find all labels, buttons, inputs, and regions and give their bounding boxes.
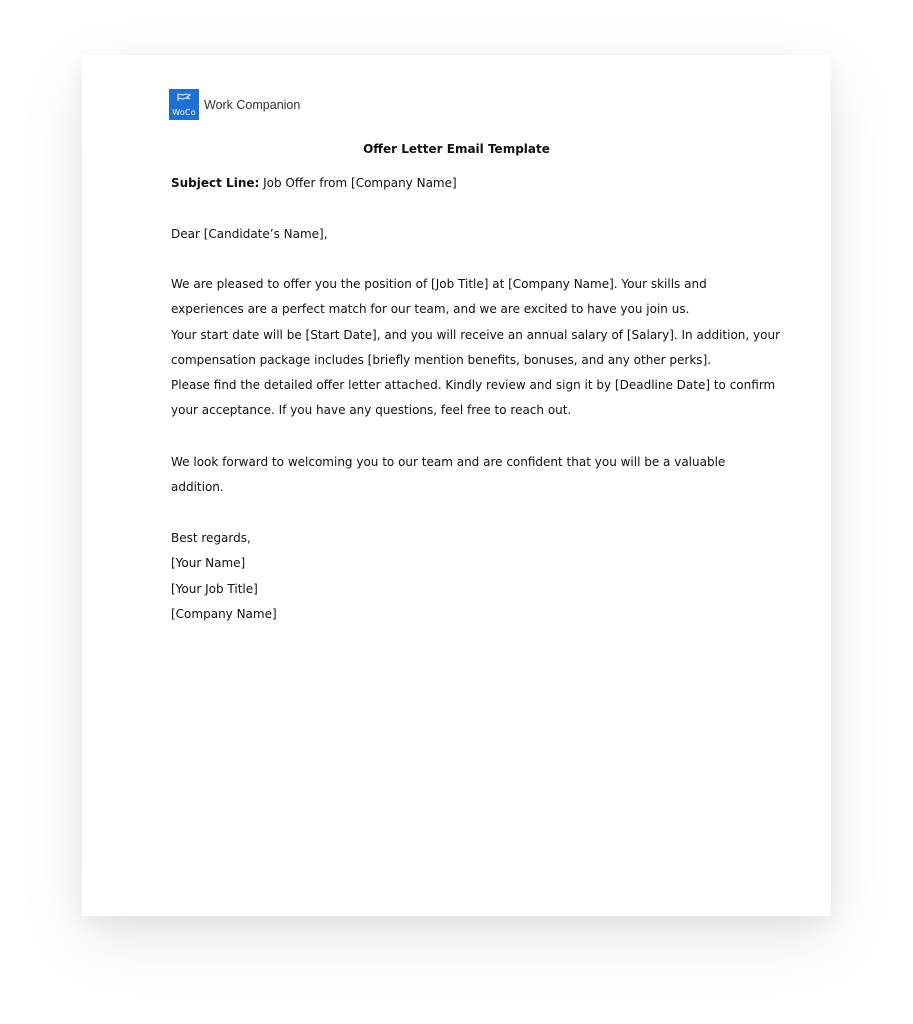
paragraph-main bbox=[171, 272, 780, 424]
subject-label: Subject Line: bbox=[171, 176, 260, 190]
document-page bbox=[82, 55, 831, 916]
signature-block bbox=[171, 526, 771, 627]
paragraph-line: compensation package includes [briefly mention benefits, bonuses, and any other perks]. bbox=[171, 352, 712, 367]
paragraph-line: your acceptance. If you have any questions, feel free to reach out. bbox=[171, 403, 572, 418]
document-title: Offer Letter Email Template bbox=[363, 142, 550, 156]
greeting-text: Dear [Candidate’s Name], bbox=[171, 227, 328, 241]
paragraph-line: We look forward to welcoming you to our team and are confident that you will be a valuable bbox=[171, 455, 726, 469]
signer-name: [Your Name] bbox=[171, 556, 246, 571]
logo bbox=[169, 89, 300, 120]
paragraph-line: experiences are a perfect match for our team, and we are excited to have you join us. bbox=[171, 302, 690, 317]
logo-name: Work Companion bbox=[204, 97, 301, 112]
logo-mark-text: WoCo bbox=[172, 108, 196, 117]
greeting bbox=[171, 222, 771, 247]
flag-icon bbox=[177, 93, 191, 102]
paragraph-closing bbox=[171, 450, 771, 501]
paragraph-line: Your start date will be [Start Date], and you will receive an annual salary of [Salary]. In addition, your bbox=[171, 327, 780, 342]
paragraph-line: We are pleased to offer you the position of [Job Title] at [Company Name]. Your skills and bbox=[171, 277, 707, 291]
signoff: Best regards, bbox=[171, 531, 251, 545]
signer-company: [Company Name] bbox=[171, 606, 277, 621]
paragraph-line: Please find the detailed offer letter attached. Kindly review and sign it by [Deadline Date] to confirm bbox=[171, 378, 776, 393]
logo-mark bbox=[169, 89, 199, 120]
paragraph-line: addition. bbox=[171, 480, 224, 495]
subject-value: Job Offer from [Company Name] bbox=[259, 176, 457, 190]
subject-line bbox=[171, 171, 771, 196]
signer-title: [Your Job Title] bbox=[171, 581, 258, 596]
